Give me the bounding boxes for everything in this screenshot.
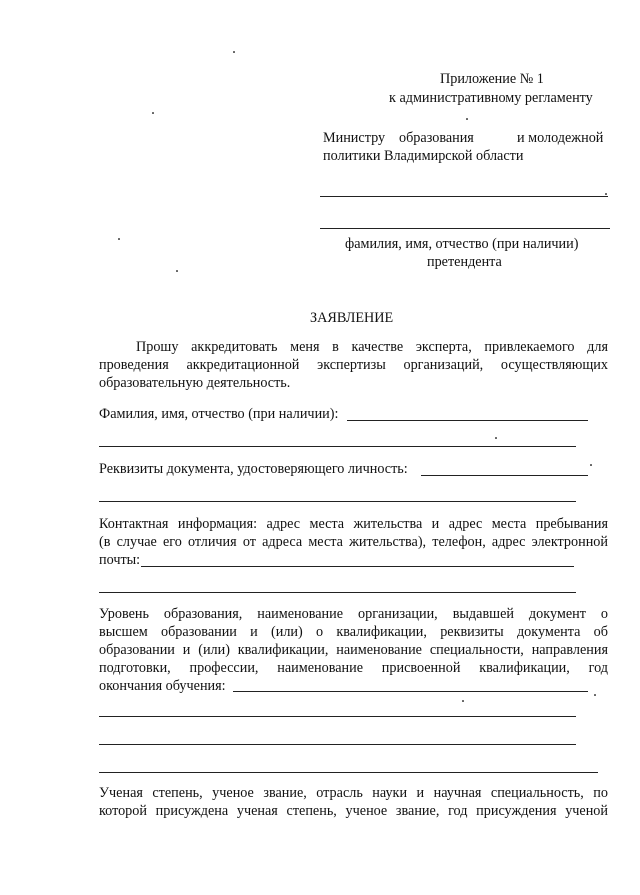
contact-info-line-2: (в случае его отличия от адреса места жительства), телефон, адрес электронной — [99, 534, 608, 550]
addressee-line-2: политики Владимирской области — [323, 148, 524, 164]
addressee-word-3: и молодежной — [517, 130, 604, 146]
name-caption-applicant: претендента — [427, 254, 502, 270]
scan-speck — [590, 464, 592, 466]
intro-line-1: Прошу аккредитовать меня в качестве эксперта, привлекаемого для — [136, 339, 608, 355]
regulation-reference: к административному регламенту — [389, 90, 593, 106]
addressee-word-2: образования — [399, 130, 474, 146]
applicant-name-blank-1[interactable] — [320, 196, 608, 197]
intro-line-3: образовательную деятельность. — [99, 375, 291, 391]
education-line-2: высшем образовании и (или) о квалификации, реквизиты документа об — [99, 624, 608, 640]
scan-speck — [466, 118, 468, 120]
contact-info-field[interactable] — [141, 566, 574, 567]
education-field-extra-2[interactable] — [99, 744, 576, 745]
scan-speck — [176, 270, 178, 272]
education-line-5: окончания обучения: — [99, 678, 226, 694]
appendix-number: Приложение № 1 — [440, 71, 544, 87]
id-document-field-extra[interactable] — [99, 501, 576, 502]
scan-speck — [495, 437, 497, 439]
education-field[interactable] — [233, 691, 588, 692]
education-line-3: образовании и (или) квалификации, наименование специальности, направления — [99, 642, 608, 658]
full-name-field[interactable] — [347, 420, 588, 421]
scan-speck — [605, 193, 607, 195]
contact-info-line-1: Контактная информация: адрес места жительства и адрес места пребывания — [99, 516, 608, 532]
education-field-extra-3[interactable] — [99, 772, 598, 773]
full-name-label: Фамилия, имя, отчество (при наличии): — [99, 406, 339, 422]
education-line-4: подготовки, профессии, наименование присвоенной квалификации, год — [99, 660, 608, 676]
scan-speck — [233, 51, 235, 53]
id-document-label: Реквизиты документа, удостоверяющего личность: — [99, 461, 408, 477]
document-title: ЗАЯВЛЕНИЕ — [310, 310, 394, 326]
degree-line-1: Ученая степень, ученое звание, отрасль науки и научная специальность, по — [99, 785, 608, 801]
intro-line-2: проведения аккредитационной экспертизы организаций, осуществляющих — [99, 357, 608, 373]
id-document-field[interactable] — [421, 475, 588, 476]
name-caption: фамилия, имя, отчество (при наличии) — [345, 236, 579, 252]
applicant-name-blank-2[interactable] — [320, 228, 610, 229]
contact-info-line-3: почты: — [99, 552, 141, 568]
scan-speck — [118, 238, 120, 240]
education-field-extra-1[interactable] — [99, 716, 576, 717]
scan-speck — [594, 694, 596, 696]
contact-info-field-extra[interactable] — [99, 592, 576, 593]
education-line-1: Уровень образования, наименование организации, выдавшей документ о — [99, 606, 608, 622]
scan-speck — [152, 112, 154, 114]
addressee-word-1: Министру — [323, 130, 386, 146]
degree-line-2: которой присуждена ученая степень, ученое звание, год присуждения ученой — [99, 803, 608, 819]
full-name-field-extra[interactable] — [99, 446, 576, 447]
scan-speck — [462, 700, 464, 702]
